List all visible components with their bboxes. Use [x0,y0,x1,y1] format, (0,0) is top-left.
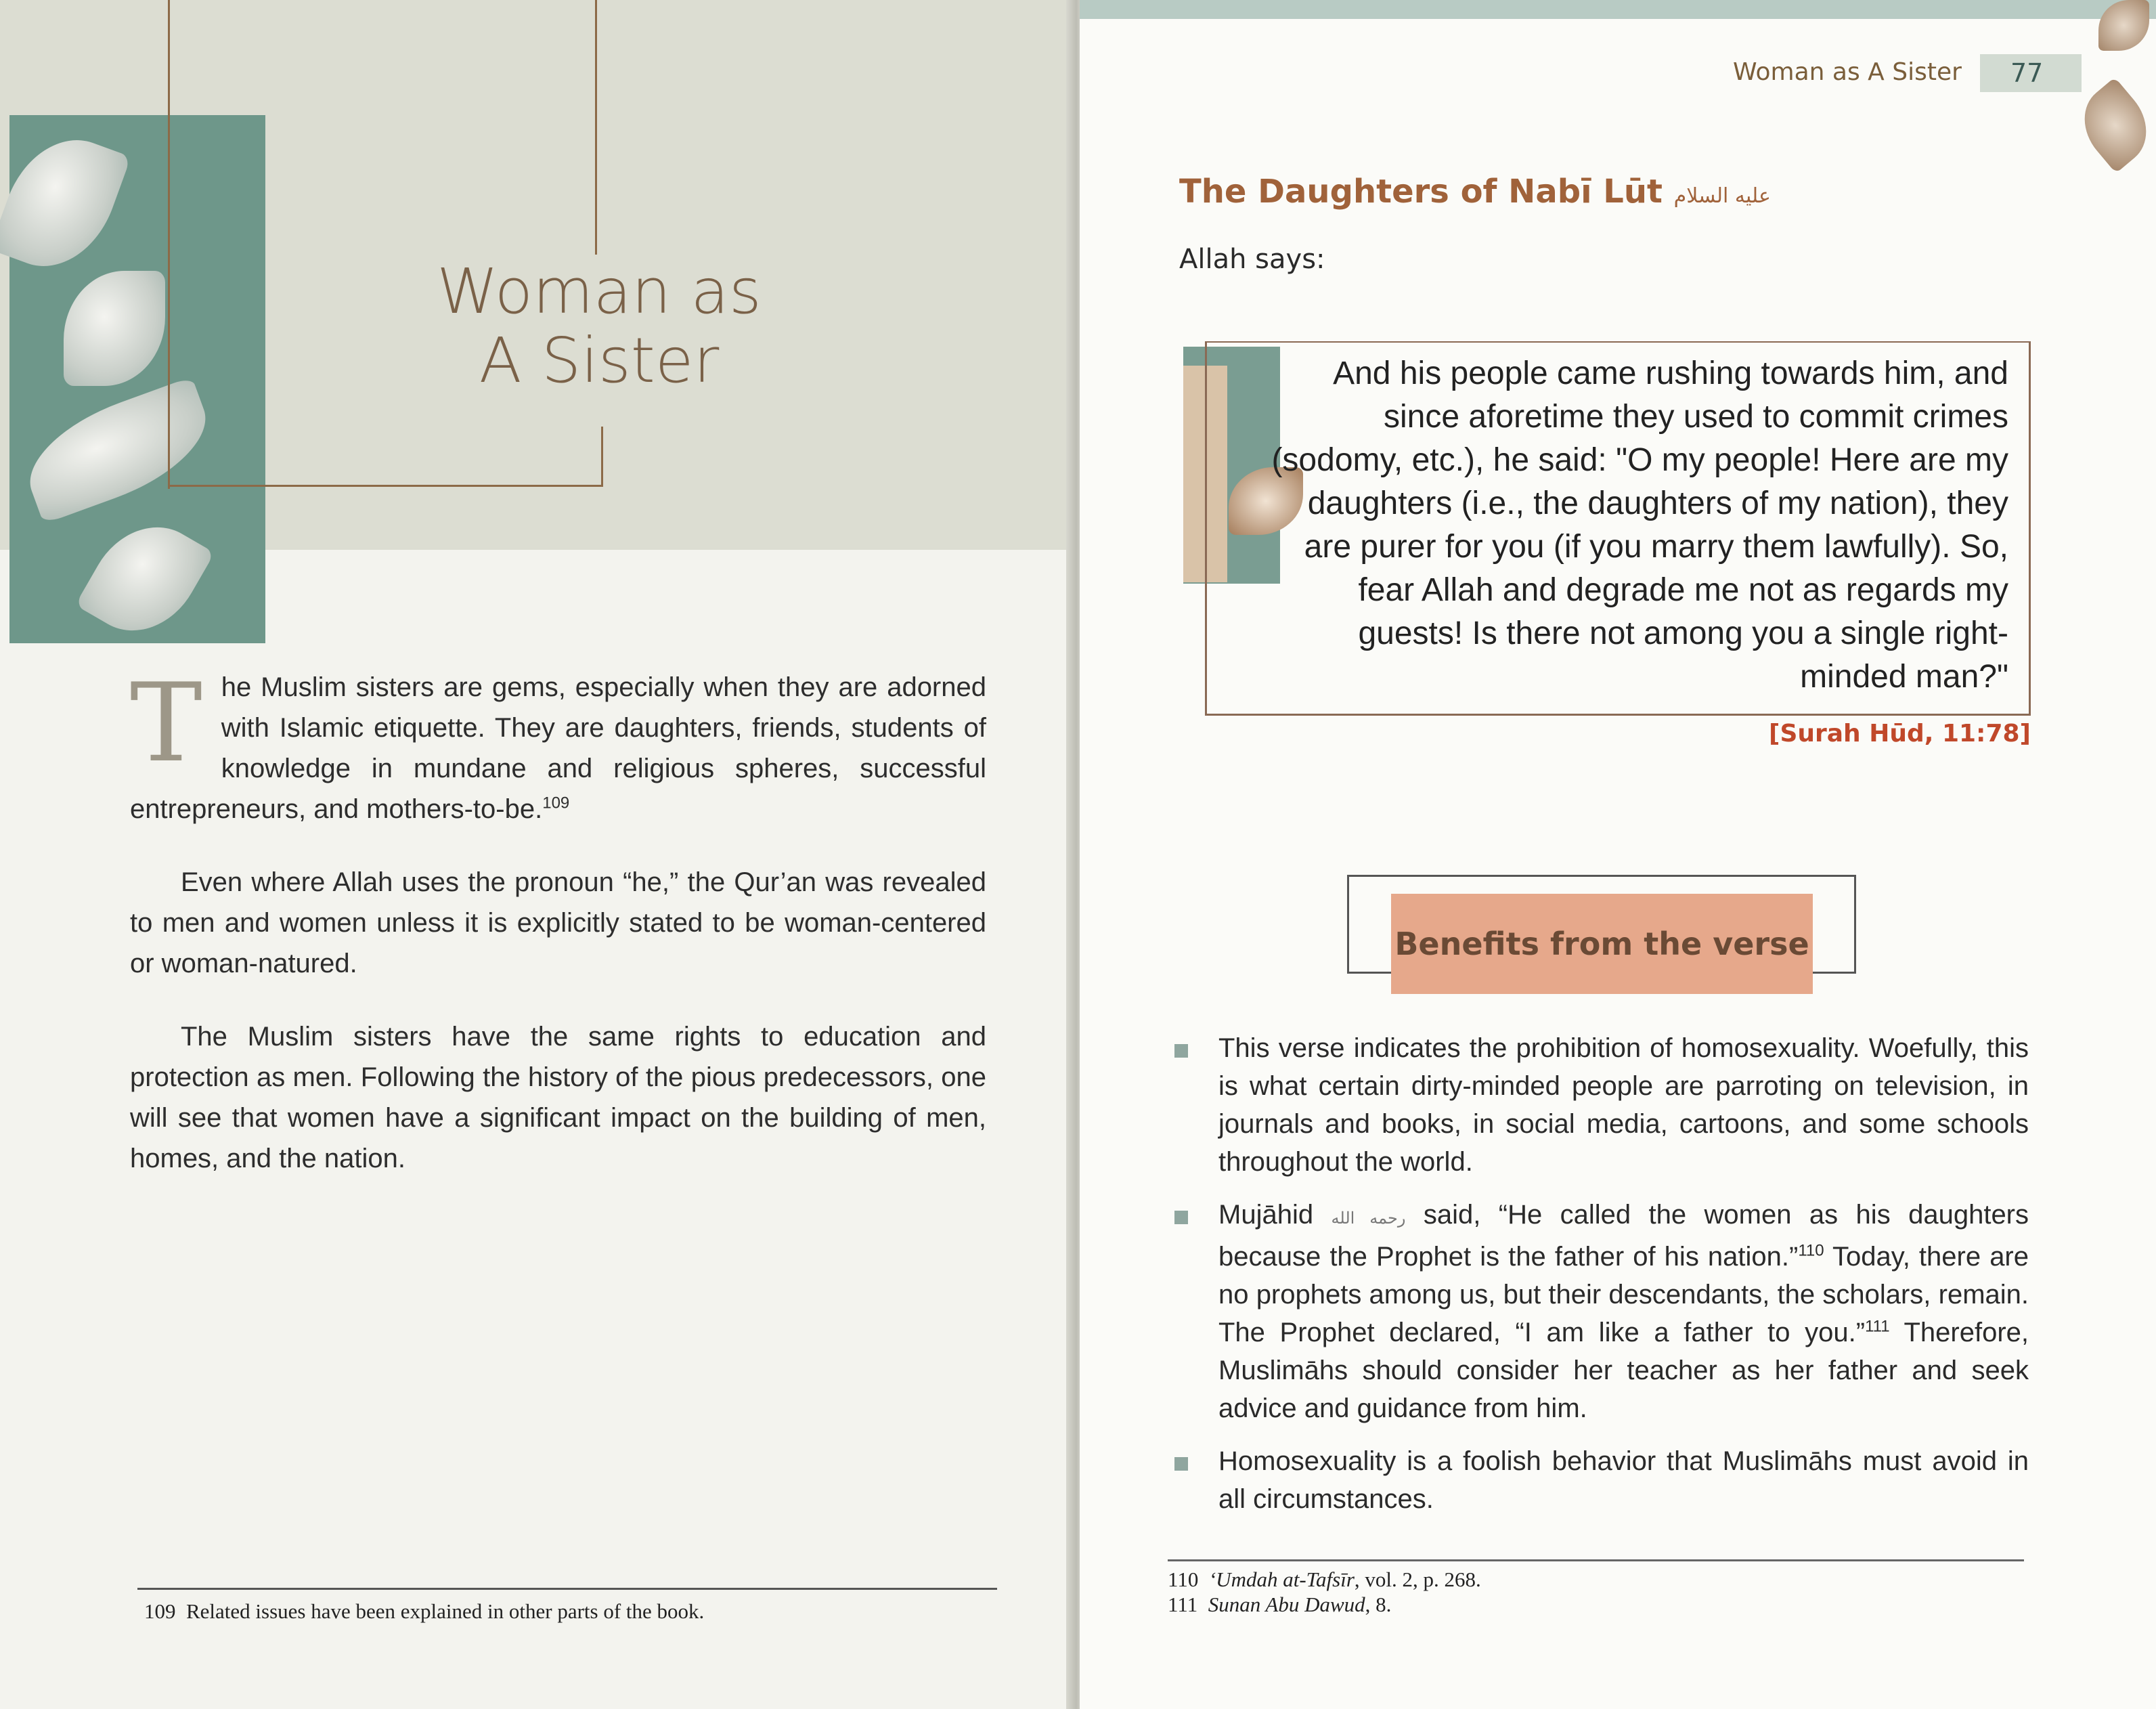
footnote-rule [1168,1559,2024,1561]
frame-line [601,427,603,486]
running-head: Woman as A Sister [1733,58,1962,86]
paragraph: Even where Allah uses the pronoun “he,” the Qur’an was revealed to men and women unless it is explicitly stated to be woman-centered or woman-natured. [130,867,986,978]
bullet-icon [1174,1211,1188,1224]
benefits-list [1174,1029,2029,1533]
body-text [130,659,986,1211]
leaf-icon [75,505,215,652]
quote-box [1205,341,2031,716]
paragraph: The Muslim sisters are gems, especially when they are adorned with Islamic etiquette. They are daughters, friends, students of knowledge in mundane and religious spheres, successful entrepreneurs, and mothers-to-be.$^{109}$ [130,659,986,824]
frame-line [595,0,597,255]
intro-text: Allah says: [1179,244,1325,275]
bullet-icon [1174,1457,1188,1471]
list-item: Homosexuality is a foolish behavior that Muslimāhs must avoid in all circumstances. [1174,1442,2029,1518]
leaf-icon [14,376,222,524]
chapter-title: Woman as A Sister [437,255,762,397]
frame-line [168,0,170,489]
leaf-icon [0,122,131,284]
drop-cap: T [130,659,202,786]
frame-line [168,485,603,487]
top-strip [1080,0,2156,19]
bullet-icon [1174,1044,1188,1058]
quran-quote: And his people came rushing towards him, and since aforetime they used to commit crimes (sodomy, etc.), he said: "O my people! Here are my daughters (i.e., the daughters of my nation), they are purer for you (if you marry them lawfully). So, fear Allah and degrade me not as regards my guests! Is there not among you a single right-minded man?" [1271,355,2008,695]
footnote-rule [137,1588,997,1590]
paragraph: The Muslim sisters have the same rights to education and protection as men. Following the history of the pious predecessors, one will see that women have a significant impact on the building of men, homes, and the nation. [130,1022,986,1173]
quote-section [1183,341,2031,748]
list-item: This verse indicates the prohibition of homosexuality. Woefully, this is what certain dirty-minded people are parroting on television, in journals and books, in social media, cartoons, and some schools throughout the world. [1174,1029,2029,1181]
quote-citation: [Surah Hūd, 11:78] [1769,720,2031,748]
section-heading: The Daughters of Nabī Lūt عليه السلام [1179,173,1771,211]
footnote: 110 ‘Umdah at-Tafsīr, vol. 2, p. 268. [1168,1567,1481,1591]
footnote: 111 Sunan Abu Dawud, 8. [1168,1593,1392,1616]
benefits-heading: Benefits from the verse [1391,894,1813,994]
leaf-icon [64,271,165,386]
list-item: Mujāhid رحمه الله said, “He called the women as his daughters because the Prophet is the father of his nation.”$^{110}$ Today, there are no prophets among us, but their descendants, the scholars, remain. The Prophet declared, “I am like a father to you.”$^{111}$ Therefore, Muslimāhs should consider her teacher as her father and seek advice and guidance from him. [1174,1196,2029,1427]
decorative-panel [9,115,265,643]
footnote: 109 Related issues have been explained in other parts of the book. [144,1599,705,1623]
page-number: 77 [1980,54,2082,92]
